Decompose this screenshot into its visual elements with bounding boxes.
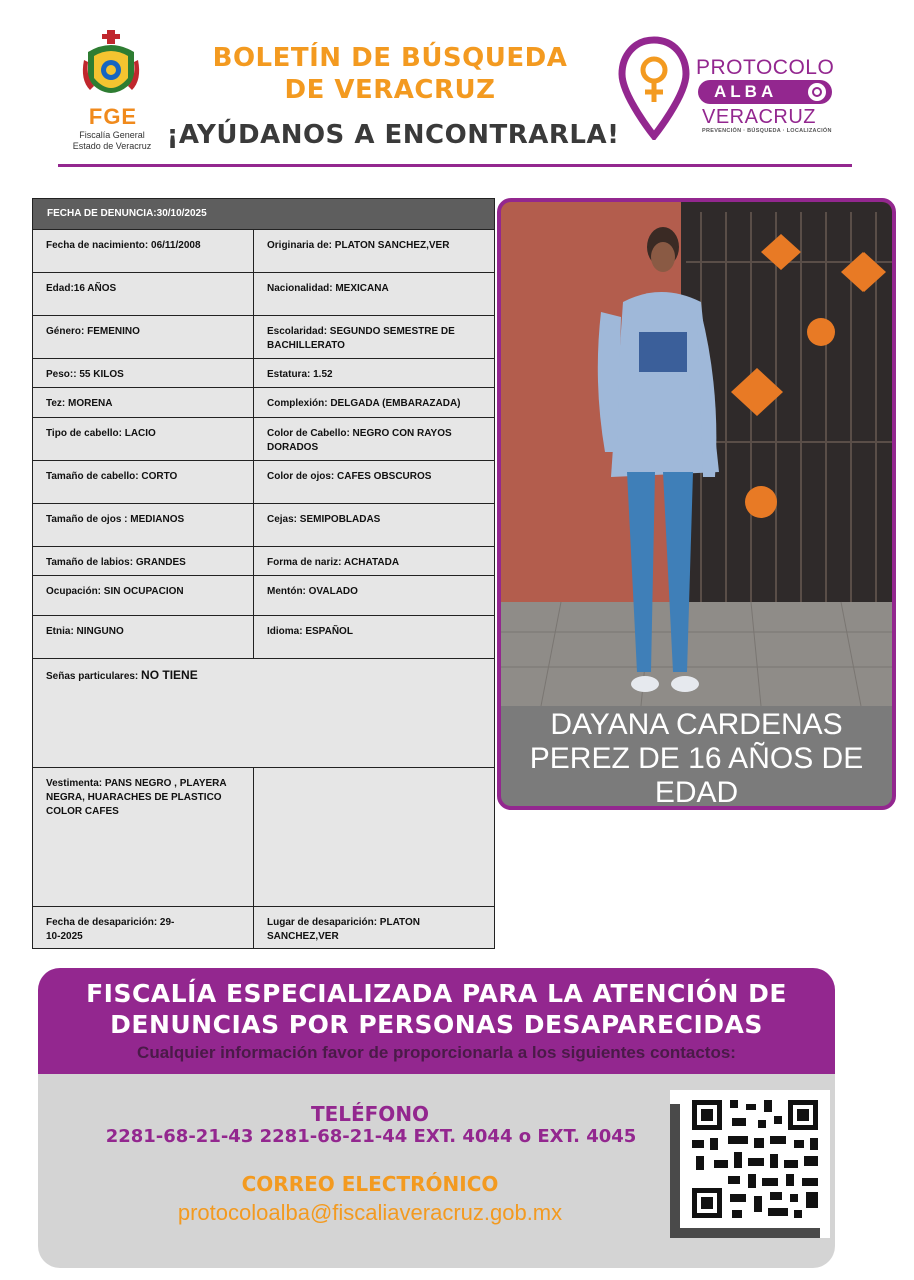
missing-person-photo-card (497, 198, 896, 810)
phone-numbers[interactable]: 2281-68-21-43 2281-68-21-44 EXT. 4044 o EXT. 4045 (105, 1126, 637, 1147)
table-row (33, 503, 494, 546)
height: Estatura: 1.52 (254, 359, 494, 387)
table-row (33, 546, 494, 575)
phone-label: TELÉFONO (310, 1102, 430, 1126)
weight: Peso:: 55 KILOS (33, 359, 254, 387)
report-date: FECHA DE DENUNCIA:30/10/2025 (33, 199, 494, 229)
magnifier-icon (808, 83, 826, 101)
table-row (33, 767, 494, 906)
person-photo (501, 202, 892, 706)
skin-tone: Tez: MORENA (33, 388, 254, 417)
table-row (33, 417, 494, 460)
nose-shape: Forma de nariz: ACHATADA (254, 547, 494, 575)
table-row (33, 575, 494, 615)
origin: Originaria de: PLATON SANCHEZ,VER (254, 230, 494, 272)
table-row (33, 460, 494, 503)
clothing: Vestimenta: PANS NEGRO , PLAYERA NEGRA, HUARACHES DE PLASTICO COLOR CAFES (33, 768, 254, 906)
table-row (33, 906, 494, 948)
lip-size: Tamaño de labios: GRANDES (33, 547, 254, 575)
eyebrows: Cejas: SEMIPOBLADAS (254, 504, 494, 546)
header-divider (58, 164, 852, 167)
hair-type: Tipo de cabello: LACIO (33, 418, 254, 460)
education: Escolaridad: SEGUNDO SEMESTRE DE BACHILLERATO (254, 316, 494, 358)
alba-badge: ALBA (698, 80, 832, 104)
occupation: Ocupación: SIN OCUPACION (33, 576, 254, 615)
nationality: Nacionalidad: MEXICANA (254, 273, 494, 315)
table-row (33, 315, 494, 358)
email-address[interactable]: protocoloalba@fiscaliaveracruz.gob.mx (177, 1200, 563, 1225)
specialized-agency-title: FISCALÍA ESPECIALIZADA PARA LA ATENCIÓN DE DENUNCIAS POR PERSONAS DESAPARECIDAS (86, 979, 787, 1039)
table-row (33, 358, 494, 387)
age: Edad:16 AÑOS (33, 273, 254, 315)
table-row (33, 615, 494, 658)
clothing-empty (254, 768, 494, 906)
distinguishing-marks-value: NO TIENE (141, 668, 198, 682)
protocol-tagline: PREVENCIÓN · BÚSQUEDA · LOCALIZACIÓN (702, 128, 832, 134)
description-table (32, 198, 495, 949)
protocol-name: PROTOCOLO (696, 56, 835, 79)
missing-date: Fecha de desaparición: 29-10-2025 (33, 907, 254, 948)
hair-color: Color de Cabello: NEGRO CON RAYOS DORADOS (254, 418, 494, 460)
person-name-caption: DAYANA CARDENAS PEREZ DE 16 AÑOS DE EDAD (501, 706, 892, 810)
table-row (33, 387, 494, 417)
birth-date: Fecha de nacimiento: 06/11/2008 (33, 230, 254, 272)
table-row (33, 272, 494, 315)
table-row (33, 658, 494, 767)
build: Complexión: DELGADA (EMBARAZADA) (254, 388, 494, 417)
distinguishing-marks: Señas particulares: NO TIENE (33, 659, 494, 767)
contact-request: Cualquier información favor de proporcionarla a los siguientes contactos: (137, 1043, 736, 1062)
table-row (33, 229, 494, 272)
bulletin-title: BOLETÍN DE BÚSQUEDA DE VERACRUZ (212, 43, 568, 105)
location-pin-female-icon (618, 36, 690, 140)
qr-code-icon[interactable] (670, 1090, 830, 1238)
protocol-state: VERACRUZ (702, 106, 817, 128)
agency-name: Fiscalía General Estado de Veracruz (72, 130, 152, 151)
state-seal-icon (80, 30, 142, 106)
ethnicity: Etnia: NINGUNO (33, 616, 254, 658)
language: Idioma: ESPAÑOL (254, 616, 494, 658)
eye-color: Color de ojos: CAFES OBSCUROS (254, 461, 494, 503)
missing-place: Lugar de desaparición: PLATON SANCHEZ,VER (254, 907, 494, 948)
gender: Género: FEMENINO (33, 316, 254, 358)
bulletin-subtitle: ¡AYÚDANOS A ENCONTRARLA! (166, 120, 620, 150)
chin: Mentón: OVALADO (254, 576, 494, 615)
eye-size: Tamaño de ojos : MEDIANOS (33, 504, 254, 546)
agency-abbreviation: FGE (88, 104, 138, 129)
hair-length: Tamaño de cabello: CORTO (33, 461, 254, 503)
email-label: CORREO ELECTRÓNICO (241, 1172, 499, 1196)
